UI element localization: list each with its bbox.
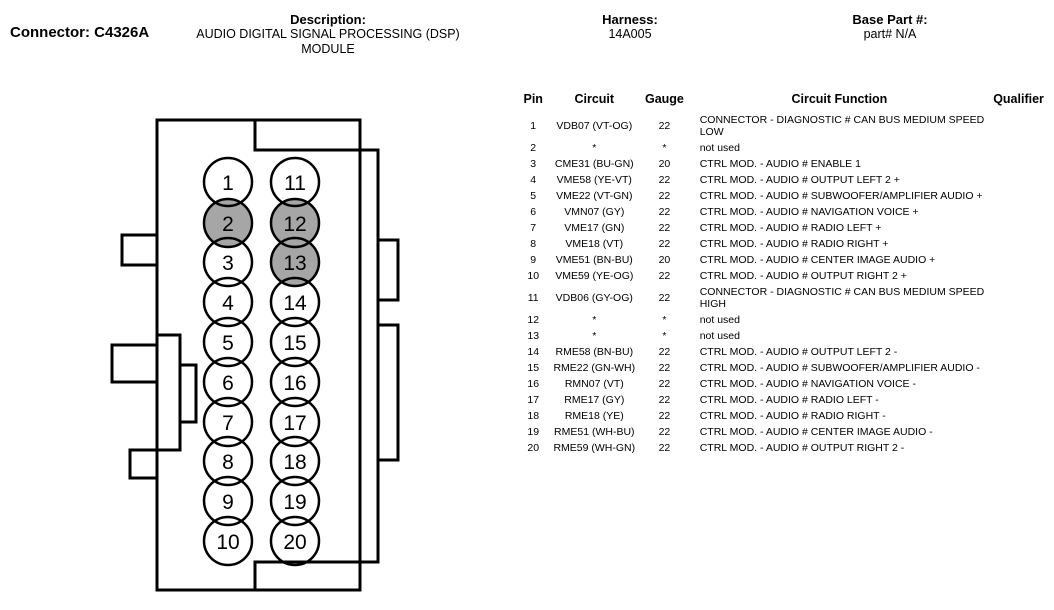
table-row bbox=[515, 344, 1050, 360]
diagram-pin-2: 2 bbox=[222, 213, 234, 236]
cell-qualifier bbox=[987, 284, 1050, 312]
diagram-pin-3: 3 bbox=[222, 252, 234, 275]
table-row bbox=[515, 424, 1050, 440]
table-row bbox=[515, 328, 1050, 344]
cell-qualifier bbox=[987, 112, 1050, 140]
cell-function: CTRL MOD. - AUDIO # OUTPUT LEFT 2 + bbox=[699, 174, 900, 186]
cell-gauge: 22 bbox=[658, 410, 671, 422]
cell-gauge: 20 bbox=[658, 158, 671, 170]
cell-circuit: CME31 (BU-GN) bbox=[554, 158, 634, 170]
diagram-pin-5: 5 bbox=[222, 332, 234, 355]
cell-pin: 11 bbox=[527, 292, 539, 304]
diagram-pin-12: 12 bbox=[283, 213, 307, 236]
cell-function: CTRL MOD. - AUDIO # OUTPUT RIGHT 2 + bbox=[699, 270, 907, 282]
cell-circuit: VME22 (VT-GN) bbox=[556, 190, 633, 202]
cell-gauge: 22 bbox=[658, 270, 671, 282]
cell-gauge: 22 bbox=[658, 442, 671, 454]
page-header bbox=[0, 0, 1054, 70]
cell-pin: 2 bbox=[530, 142, 537, 154]
table-row bbox=[515, 188, 1050, 204]
cell-qualifier bbox=[987, 188, 1050, 204]
diagram-pin-15: 15 bbox=[283, 332, 307, 355]
cell-circuit: RMN07 (VT) bbox=[564, 378, 624, 390]
cell-function: CTRL MOD. - AUDIO # RADIO LEFT + bbox=[699, 222, 882, 234]
column-header-qualifier: Qualifier bbox=[993, 92, 1044, 106]
diagram-pin-11: 11 bbox=[284, 172, 306, 195]
cell-gauge: 22 bbox=[658, 394, 671, 406]
cell-pin: 9 bbox=[530, 254, 537, 266]
base-part-value: part# N/A bbox=[863, 27, 917, 41]
diagram-pin-17: 17 bbox=[283, 412, 307, 435]
column-header-gauge: Gauge bbox=[644, 92, 684, 106]
cell-pin: 18 bbox=[527, 410, 540, 422]
cell-circuit: RME51 (WH-BU) bbox=[554, 426, 635, 438]
table-row bbox=[515, 252, 1050, 268]
cell-gauge: 22 bbox=[658, 238, 671, 250]
harness-value: 14A005 bbox=[608, 27, 652, 41]
diagram-pin-14: 14 bbox=[283, 292, 307, 315]
cell-gauge: * bbox=[662, 142, 667, 154]
table-row bbox=[515, 284, 1050, 312]
cell-gauge: * bbox=[662, 314, 667, 326]
description-title: Description: bbox=[290, 12, 366, 27]
pin-table bbox=[515, 92, 1050, 456]
cell-function: CTRL MOD. - AUDIO # NAVIGATION VOICE + bbox=[699, 206, 919, 218]
cell-pin: 4 bbox=[530, 174, 537, 186]
cell-pin: 20 bbox=[527, 442, 540, 454]
cell-circuit: * bbox=[592, 142, 597, 154]
diagram-pin-19: 19 bbox=[283, 491, 307, 514]
table-row bbox=[515, 268, 1050, 284]
cell-gauge: 22 bbox=[658, 426, 671, 438]
cell-function: not used bbox=[699, 314, 740, 326]
cell-pin: 19 bbox=[527, 426, 540, 438]
cell-pin: 17 bbox=[527, 394, 540, 406]
cell-function: CTRL MOD. - AUDIO # OUTPUT RIGHT 2 - bbox=[699, 442, 905, 454]
diagram-pin-6: 6 bbox=[222, 372, 234, 395]
table-row bbox=[515, 172, 1050, 188]
pin-table-container bbox=[515, 92, 1050, 456]
diagram-pin-16: 16 bbox=[283, 372, 307, 395]
table-row bbox=[515, 156, 1050, 172]
cell-qualifier bbox=[987, 140, 1050, 156]
cell-qualifier bbox=[987, 440, 1050, 456]
cell-function: not used bbox=[699, 330, 740, 342]
cell-circuit: VDB06 (GY-OG) bbox=[555, 292, 633, 304]
base-part-title: Base Part #: bbox=[852, 12, 928, 27]
cell-circuit: RME18 (YE) bbox=[564, 410, 624, 422]
cell-circuit: VME51 (BN-BU) bbox=[555, 254, 633, 266]
column-header-pin: Pin bbox=[523, 92, 543, 106]
cell-qualifier bbox=[987, 392, 1050, 408]
cell-circuit: VME58 (YE-VT) bbox=[556, 174, 632, 186]
table-row bbox=[515, 392, 1050, 408]
cell-gauge: 22 bbox=[658, 174, 671, 186]
cell-circuit: RME22 (GN-WH) bbox=[553, 362, 636, 374]
cell-circuit: VMN07 (GY) bbox=[564, 206, 625, 218]
cell-qualifier bbox=[987, 408, 1050, 424]
cell-function: CONNECTOR - DIAGNOSTIC # CAN BUS MEDIUM SPEED LOW bbox=[699, 114, 985, 138]
diagram-pin-10: 10 bbox=[216, 531, 240, 554]
cell-circuit: * bbox=[592, 314, 597, 326]
column-header-circuit: Circuit bbox=[574, 92, 615, 106]
cell-pin: 13 bbox=[527, 330, 540, 342]
connector-pinout-diagram bbox=[110, 110, 480, 600]
cell-function: CTRL MOD. - AUDIO # ENABLE 1 bbox=[699, 158, 861, 170]
cell-qualifier bbox=[987, 328, 1050, 344]
table-row bbox=[515, 112, 1050, 140]
cell-circuit: * bbox=[592, 330, 597, 342]
cell-pin: 15 bbox=[527, 362, 540, 374]
table-row bbox=[515, 312, 1050, 328]
diagram-pin-13: 13 bbox=[283, 252, 307, 275]
cell-function: CTRL MOD. - AUDIO # NAVIGATION VOICE - bbox=[699, 378, 916, 390]
cell-pin: 14 bbox=[527, 346, 540, 358]
cell-qualifier bbox=[987, 376, 1050, 392]
cell-circuit: RME17 (GY) bbox=[564, 394, 625, 406]
diagram-pin-9: 9 bbox=[222, 491, 234, 514]
table-row bbox=[515, 376, 1050, 392]
harness-title: Harness: bbox=[602, 12, 658, 27]
diagram-pin-7: 7 bbox=[222, 412, 234, 435]
connector-id-label: Connector: C4326A bbox=[10, 24, 150, 41]
base-part-block bbox=[790, 12, 990, 42]
table-row bbox=[515, 440, 1050, 456]
description-value: AUDIO DIGITAL SIGNAL PROCESSING (DSP) MODULE bbox=[196, 27, 460, 56]
cell-qualifier bbox=[987, 156, 1050, 172]
diagram-pin-4: 4 bbox=[222, 292, 234, 315]
cell-qualifier bbox=[987, 252, 1050, 268]
cell-gauge: 22 bbox=[658, 206, 671, 218]
cell-pin: 7 bbox=[530, 222, 537, 234]
cell-function: CTRL MOD. - AUDIO # RADIO RIGHT + bbox=[699, 238, 889, 250]
table-row bbox=[515, 140, 1050, 156]
table-row bbox=[515, 360, 1050, 376]
table-row bbox=[515, 236, 1050, 252]
table-row bbox=[515, 408, 1050, 424]
cell-function: CONNECTOR - DIAGNOSTIC # CAN BUS MEDIUM SPEED HIGH bbox=[699, 286, 985, 310]
cell-gauge: 22 bbox=[658, 292, 671, 304]
cell-pin: 5 bbox=[530, 190, 537, 202]
cell-qualifier bbox=[987, 344, 1050, 360]
cell-function: CTRL MOD. - AUDIO # SUBWOOFER/AMPLIFIER AUDIO + bbox=[699, 190, 983, 202]
cell-gauge: 22 bbox=[658, 378, 671, 390]
cell-pin: 16 bbox=[527, 378, 540, 390]
cell-pin: 1 bbox=[530, 120, 537, 132]
cell-function: CTRL MOD. - AUDIO # RADIO RIGHT - bbox=[699, 410, 886, 422]
cell-function: CTRL MOD. - AUDIO # RADIO LEFT - bbox=[699, 394, 879, 406]
cell-gauge: * bbox=[662, 330, 667, 342]
cell-pin: 10 bbox=[527, 270, 540, 282]
cell-circuit: VME18 (VT) bbox=[565, 238, 624, 250]
cell-gauge: 22 bbox=[658, 120, 671, 132]
cell-qualifier bbox=[987, 204, 1050, 220]
cell-function: not used bbox=[699, 142, 740, 154]
cell-circuit: RME58 (BN-BU) bbox=[555, 346, 634, 358]
column-header-function: Circuit Function bbox=[791, 92, 888, 106]
cell-circuit: VME59 (YE-OG) bbox=[555, 270, 634, 282]
cell-pin: 12 bbox=[527, 314, 540, 326]
cell-qualifier bbox=[987, 172, 1050, 188]
diagram-pin-18: 18 bbox=[283, 451, 307, 474]
table-header-row bbox=[515, 92, 1050, 112]
cell-qualifier bbox=[987, 268, 1050, 284]
table-row bbox=[515, 220, 1050, 236]
diagram-pin-20: 20 bbox=[283, 531, 307, 554]
description-block bbox=[178, 12, 478, 57]
cell-gauge: 20 bbox=[658, 254, 671, 266]
cell-circuit: VME17 (GN) bbox=[564, 222, 625, 234]
cell-function: CTRL MOD. - AUDIO # CENTER IMAGE AUDIO + bbox=[699, 254, 936, 266]
cell-qualifier bbox=[987, 312, 1050, 328]
cell-pin: 8 bbox=[530, 238, 537, 250]
harness-block bbox=[540, 12, 720, 42]
cell-pin: 6 bbox=[530, 206, 537, 218]
cell-gauge: 22 bbox=[658, 362, 671, 374]
diagram-pin-8: 8 bbox=[222, 451, 234, 474]
cell-qualifier bbox=[987, 360, 1050, 376]
table-row bbox=[515, 204, 1050, 220]
cell-qualifier bbox=[987, 236, 1050, 252]
cell-qualifier bbox=[987, 424, 1050, 440]
cell-gauge: 22 bbox=[658, 190, 671, 202]
cell-circuit: VDB07 (VT-OG) bbox=[556, 120, 633, 132]
cell-gauge: 22 bbox=[658, 346, 671, 358]
diagram-pin-1: 1 bbox=[222, 172, 234, 195]
cell-function: CTRL MOD. - AUDIO # SUBWOOFER/AMPLIFIER AUDIO - bbox=[699, 362, 980, 374]
cell-function: CTRL MOD. - AUDIO # OUTPUT LEFT 2 - bbox=[699, 346, 898, 358]
cell-gauge: 22 bbox=[658, 222, 671, 234]
cell-qualifier bbox=[987, 220, 1050, 236]
cell-circuit: RME59 (WH-GN) bbox=[553, 442, 636, 454]
cell-pin: 3 bbox=[530, 158, 537, 170]
cell-function: CTRL MOD. - AUDIO # CENTER IMAGE AUDIO - bbox=[699, 426, 933, 438]
